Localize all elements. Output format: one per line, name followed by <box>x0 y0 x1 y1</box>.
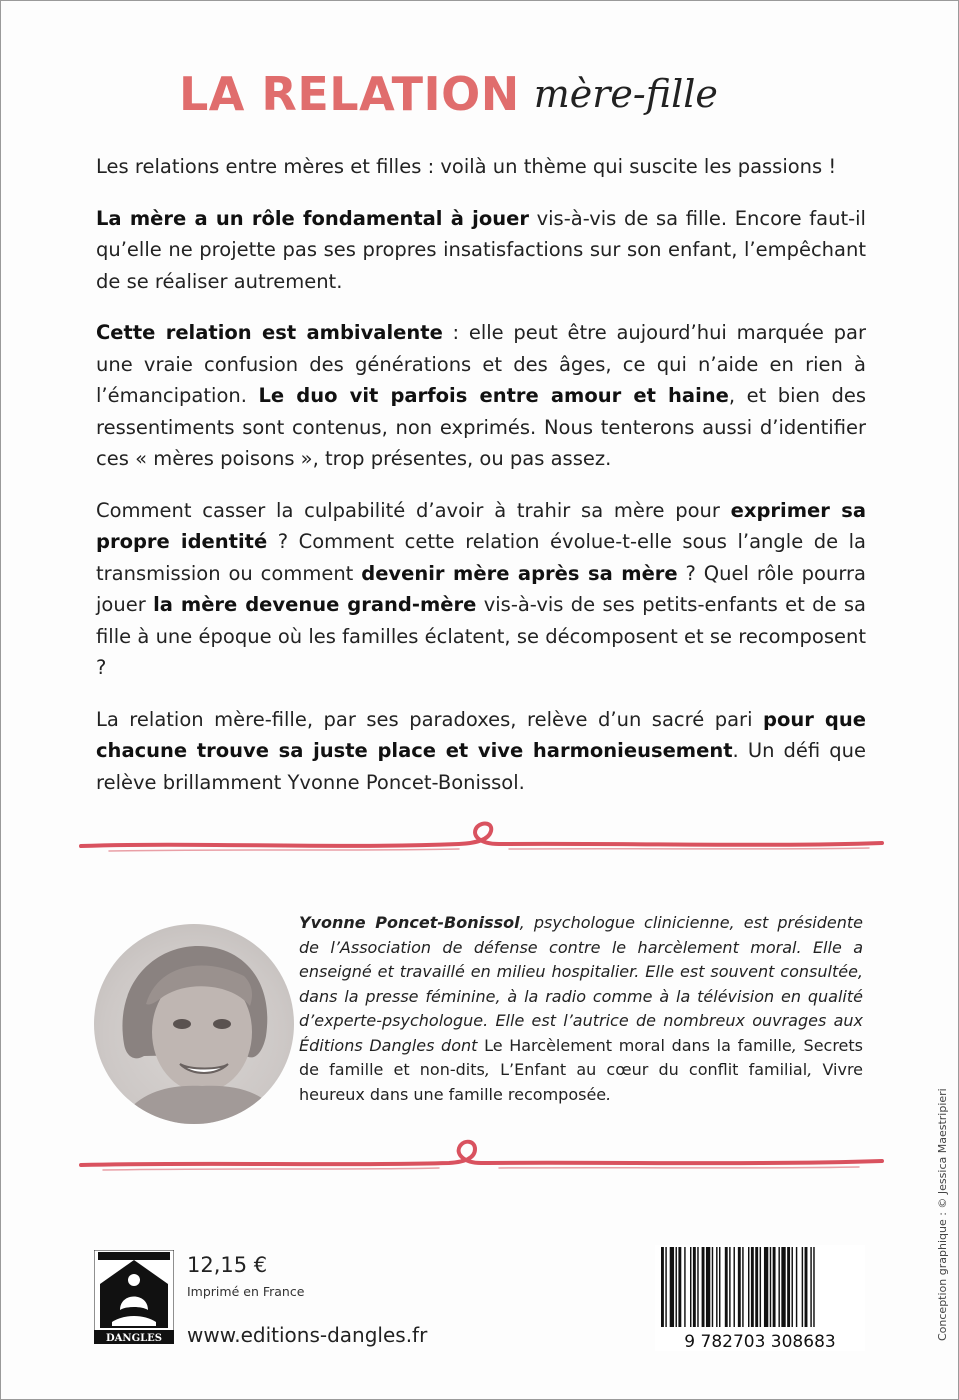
book-title-3: L’Enfant au cœur du conflit familial <box>500 1060 808 1079</box>
title-script: mère-fille <box>533 72 718 116</box>
blurb-p2-text: vis-à-vis de sa fille. Encore faut-il qu’elle ne projette pas ses propres insatisfactions sur son enfant, l’empêchant de se réaliser autrement. <box>96 206 866 293</box>
barcode-bar <box>712 1247 713 1327</box>
barcode-bar <box>729 1247 730 1327</box>
barcode-bar <box>813 1247 814 1327</box>
barcode-bar <box>805 1247 808 1327</box>
barcode-bar <box>676 1247 677 1327</box>
bio-end: . <box>606 1084 612 1104</box>
blurb-paragraph-4 <box>96 495 866 684</box>
blurb-p5-text-1: La relation mère-fille, par ses paradoxes, relève d’un sacré pari <box>96 707 763 731</box>
blurb-p3-bold-1: Cette relation est ambivalente <box>96 321 443 344</box>
barcode-bar <box>690 1247 691 1327</box>
barcode-bar <box>725 1247 728 1327</box>
author-photo <box>94 924 294 1124</box>
book-title-2: Secrets de famille et non-dits <box>299 1035 864 1079</box>
barcode-bar <box>755 1247 758 1327</box>
blurb-p5-text-2: . Un défi que relève brillamment Yvonne Poncet-Bonissol. <box>96 739 866 794</box>
blurb-paragraph-5 <box>96 704 866 799</box>
barcode-bar <box>738 1247 741 1327</box>
isbn-number: 9 782703 308683 <box>684 1332 836 1351</box>
barcode-bar <box>706 1247 710 1327</box>
barcode-bar <box>661 1247 664 1327</box>
dangles-logo <box>94 1250 174 1344</box>
barcode-bar <box>796 1247 797 1327</box>
blurb-p4-text-3: ? Quel rôle pourra jouer <box>96 561 866 616</box>
author-portrait-image <box>94 924 294 1124</box>
blurb-p3-text-2: , et bien des ressentiments sont contenus, non exprimés. Nous tenterons aussi d’identifier ces « mères poisons », trop présentes, ou pas assez. <box>96 384 866 470</box>
author-bio-text: , psychologue clinicienne, est présidente de l’Association de défense contre le harcèlement moral. Elle a enseigné et travaillé en milieu hospitalier. Elle est souvent consultée, dans la presse féminine, à la radio comme à la télévision en qualité d’experte-psychologue. Elle est l’autrice de nombreux ouvrages aux Éditions Dangles dont <box>299 913 864 1055</box>
cover-title <box>179 67 718 121</box>
blurb-paragraph-1 <box>96 151 866 183</box>
book-title-1: Le Harcèlement moral dans la famille <box>484 1035 792 1055</box>
blurb-p3-bold-2: Le duo vit parfois entre amour et haine <box>258 384 729 407</box>
barcode-bar <box>751 1247 754 1327</box>
isbn-barcode <box>655 1245 865 1351</box>
bio-separator-2: , <box>484 1060 501 1079</box>
barcode-bar <box>693 1247 696 1327</box>
barcode-bar <box>778 1247 779 1327</box>
author-name: Yvonne Poncet-Bonissol <box>299 913 520 932</box>
barcode-bar <box>810 1247 811 1327</box>
blurb-p4-text-4: vis-à-vis de ses petits-enfants et de sa fille à une époque où les familles éclatent, se décomposent et se recomposent ? <box>96 593 867 679</box>
blurb-p4-bold-3: la mère devenue grand-mère <box>153 593 477 616</box>
barcode-bar <box>773 1247 776 1327</box>
barcode-bar <box>665 1247 666 1327</box>
bio-separator-3: , <box>807 1060 823 1079</box>
blurb-paragraph-3 <box>96 317 866 475</box>
blurb-p4-bold-2: devenir mère après sa mère <box>361 561 678 585</box>
blurb-p5-bold: pour que chacune trouve sa juste place et vive harmonieusement <box>96 707 866 762</box>
blurb <box>96 151 866 818</box>
barcode-bar <box>716 1247 717 1327</box>
blurb-p4-text-2: ? Comment cette relation évolue-t-elle sous l’angle de la transmission ou comment <box>96 530 866 585</box>
book-title-4: Vivre heureux dans une famille recomposée <box>299 1060 864 1104</box>
blurb-p1-text: Les relations entre mères et filles : voilà un thème qui suscite les passions ! <box>96 155 837 178</box>
bio-separator-1: , <box>791 1035 804 1055</box>
barcode-bar <box>719 1247 720 1327</box>
design-credit: Conception graphique : © Jessica Maestripieri <box>936 1088 949 1341</box>
barcode-bars <box>655 1245 865 1351</box>
price: 12,15 € <box>187 1253 268 1277</box>
blurb-p4-bold-1: exprimer sa propre identité <box>96 498 867 553</box>
barcode-bar <box>742 1247 743 1327</box>
barcode-bar <box>670 1247 674 1327</box>
barcode-bar <box>734 1247 735 1327</box>
author-bio <box>299 911 863 1107</box>
title-main: LA RELATION <box>179 67 520 121</box>
barcode-bar <box>770 1247 771 1327</box>
blurb-paragraph-2 <box>96 203 866 298</box>
ribbon-divider-top <box>79 813 884 873</box>
blurb-p3-text-1: : elle peut être aujourd’hui marquée par une vraie confusion des générations et des âges, ce qui n’aide en rien à l’émancipation. <box>96 321 866 407</box>
blurb-p4-text-1: Comment casser la culpabilité d’avoir à trahir sa mère pour <box>96 498 731 522</box>
barcode-bar <box>748 1247 749 1327</box>
dangles-logo-text: DANGLES <box>106 1333 162 1344</box>
barcode-bar <box>802 1247 803 1327</box>
ribbon-divider-bottom <box>79 1129 884 1189</box>
barcode-bar <box>697 1247 698 1327</box>
barcode-bar <box>702 1247 705 1327</box>
barcode-bar <box>684 1247 685 1327</box>
printed-in: Imprimé en France <box>187 1284 305 1299</box>
barcode-bar <box>781 1247 785 1327</box>
barcode-bar <box>764 1247 768 1327</box>
barcode-bar <box>760 1247 761 1327</box>
barcode-bar <box>792 1247 793 1327</box>
blurb-p2-bold: La mère a un rôle fondamental à jouer <box>96 206 529 230</box>
barcode-bar <box>678 1247 681 1327</box>
barcode-bar <box>787 1247 790 1327</box>
publisher-website: www.editions-dangles.fr <box>187 1323 428 1347</box>
